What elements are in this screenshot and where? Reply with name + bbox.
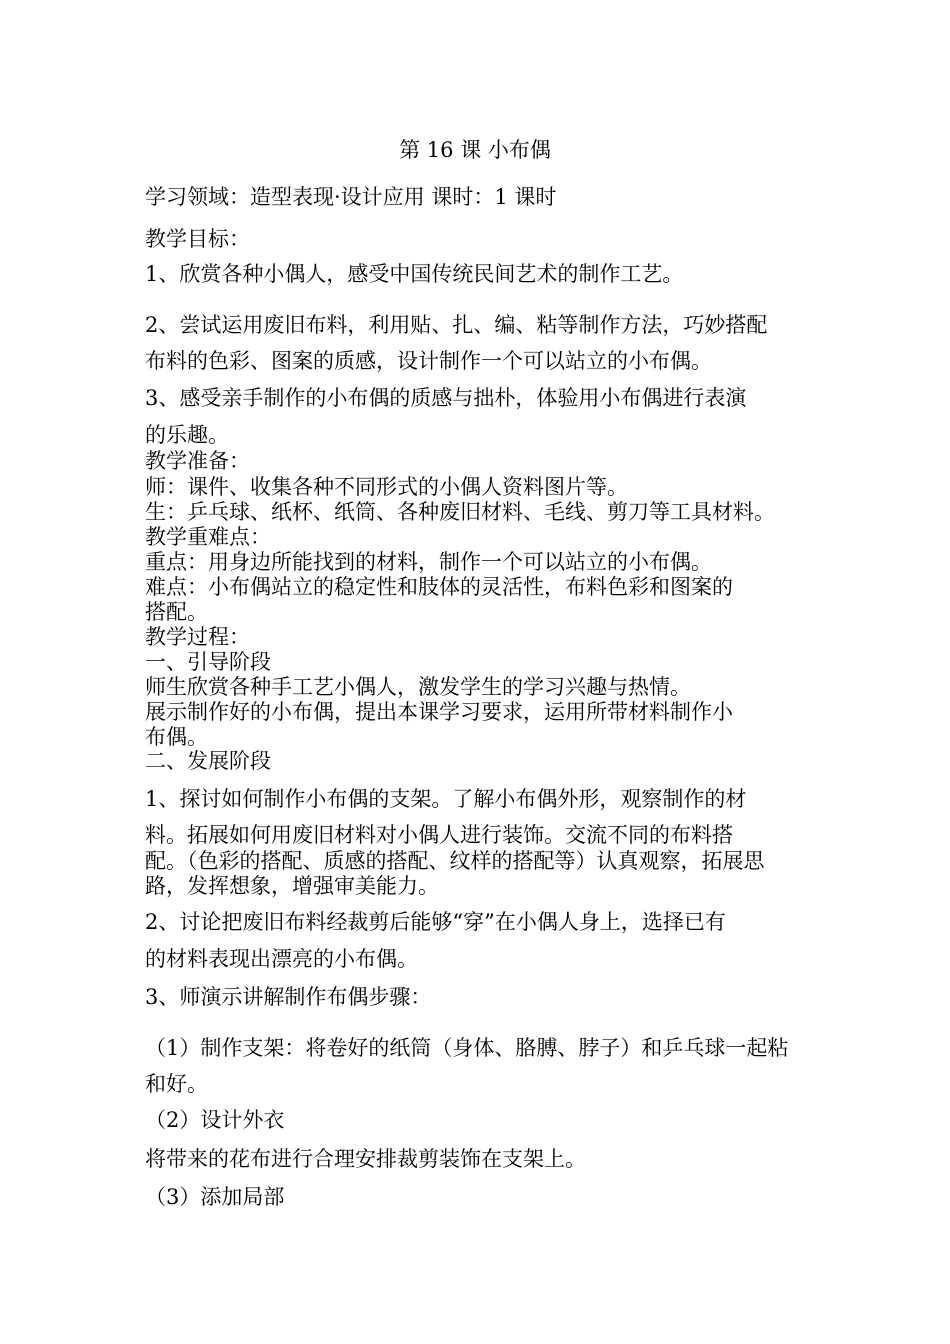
body-line: 师：课件、收集各种不同形式的小偶人资料图片等。 — [145, 475, 628, 499]
body-line: 展示制作好的小布偶，提出本课学习要求，运用所带材料制作小 — [145, 700, 733, 724]
objective-line: 布料的色彩、图案的质感，设计制作一个可以站立的小布偶。 — [145, 349, 712, 373]
step-heading: （2）设计外衣 — [145, 1108, 285, 1132]
objective-line: 1、欣赏各种小偶人，感受中国传统民间艺术的制作工艺。 — [145, 262, 684, 286]
objective-line: 的乐趣。 — [145, 423, 229, 447]
page-title: 第 16 课 小布偶 — [399, 138, 551, 162]
step-line: 将带来的花布进行合理安排裁剪装饰在支架上。 — [145, 1147, 586, 1171]
step-line: 和好。 — [145, 1072, 208, 1096]
body-line: 路，发挥想象，增强审美能力。 — [145, 874, 439, 898]
body-line: 配。（色彩的搭配、质感的搭配、纹样的搭配等）认真观察，拓展思 — [145, 849, 765, 873]
body-line: 2、讨论把废旧布料经裁剪后能够“穿”在小偶人身上，选择已有 — [145, 910, 726, 934]
body-line: 重点：用身边所能找到的材料，制作一个可以站立的小布偶。 — [145, 550, 712, 574]
section-heading-key-points: 教学重难点： — [145, 525, 271, 549]
section-heading-process: 教学过程： — [145, 625, 250, 649]
body-line: 师生欣赏各种手工艺小偶人，激发学生的学习兴趣与热情。 — [145, 675, 691, 699]
body-line: 的材料表现出漂亮的小布偶。 — [145, 947, 418, 971]
body-line: 难点：小布偶站立的稳定性和肢体的灵活性，布料色彩和图案的 — [145, 575, 733, 599]
body-line: 布偶。 — [145, 725, 208, 749]
body-line: 搭配。 — [145, 600, 208, 624]
step-heading: （3）添加局部 — [145, 1185, 285, 1209]
body-line: 1、探讨如何制作小布偶的支架。了解小布偶外形，观察制作的材 — [145, 787, 747, 811]
subject-info-line: 学习领域：造型表现·设计应用 课时：1 课时 — [145, 185, 557, 209]
section-heading-objectives: 教学目标： — [145, 227, 250, 251]
body-line: 3、师演示讲解制作布偶步骤： — [145, 985, 432, 1009]
stage-heading: 一、引导阶段 — [145, 650, 271, 674]
step-line: （1）制作支架：将卷好的纸筒（身体、胳膊、脖子）和乒乓球一起粘 — [145, 1036, 789, 1060]
objective-line: 2、尝试运用废旧布料，利用贴、扎、编、粘等制作方法，巧妙搭配 — [145, 313, 768, 337]
body-line: 料。拓展如何用废旧材料对小偶人进行装饰。交流不同的布料搭 — [145, 823, 733, 847]
objective-line: 3、感受亲手制作的小布偶的质感与拙朴，体验用小布偶进行表演 — [145, 386, 747, 410]
body-line: 生：乒乓球、纸杯、纸筒、各种废旧材料、毛线、剪刀等工具材料。 — [145, 500, 775, 524]
section-heading-preparation: 教学准备： — [145, 449, 250, 473]
stage-heading: 二、发展阶段 — [145, 749, 271, 773]
